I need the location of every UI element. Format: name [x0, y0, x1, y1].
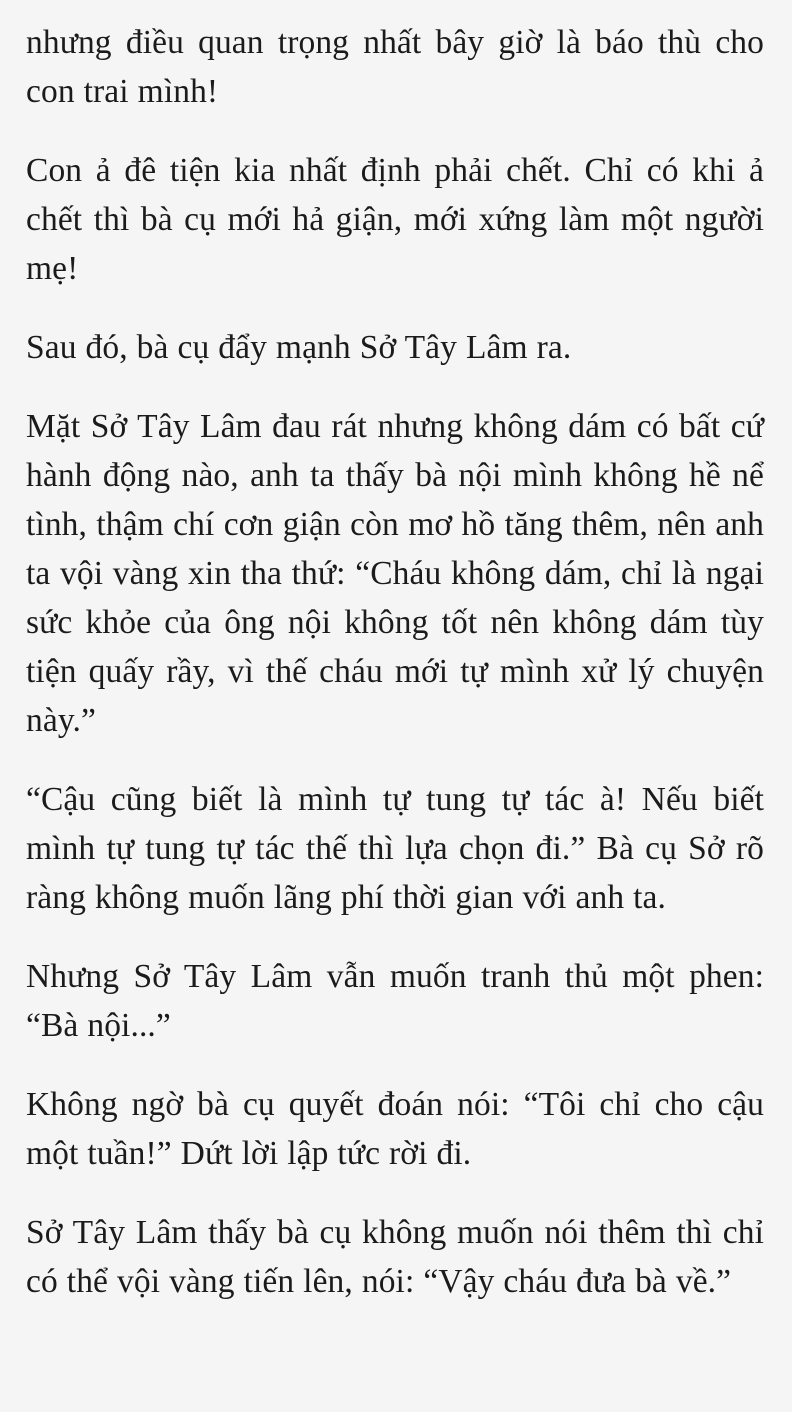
paragraph: Con ả đê tiện kia nhất định phải chết. Chỉ có khi ả chết thì bà cụ mới hả giận, mới xứng làm một người mẹ!: [26, 152, 764, 287]
paragraph: Sở Tây Lâm thấy bà cụ không muốn nói thêm thì chỉ có thể vội vàng tiến lên, nói: “Vậy cháu đưa bà về.”: [26, 1214, 764, 1300]
paragraph: “Cậu cũng biết là mình tự tung tự tác à! Nếu biết mình tự tung tự tác thế thì lựa chọn đi.” Bà cụ Sở rõ ràng không muốn lãng phí thời gian với anh ta.: [26, 781, 764, 916]
paragraph: Sau đó, bà cụ đẩy mạnh Sở Tây Lâm ra.: [26, 329, 572, 366]
paragraph: Nhưng Sở Tây Lâm vẫn muốn tranh thủ một phen: “Bà nội...”: [26, 958, 764, 1044]
paragraph: Không ngờ bà cụ quyết đoán nói: “Tôi chỉ cho cậu một tuần!” Dứt lời lập tức rời đi.: [26, 1086, 764, 1172]
paragraph: Mặt Sở Tây Lâm đau rát nhưng không dám có bất cứ hành động nào, anh ta thấy bà nội mình không hề nể tình, thậm chí cơn giận còn mơ hồ tăng thêm, nên anh ta vội vàng xin tha thứ: “Cháu không dám, chỉ là ngại sức khỏe của ông nội không tốt nên không dám tùy tiện quấy rầy, vì thế cháu mới tự mình xử lý chuyện này.”: [26, 408, 764, 739]
paragraph: nhưng điều quan trọng nhất bây giờ là báo thù cho con trai mình!: [26, 24, 764, 110]
chapter-text-body: [26, 18, 764, 1306]
